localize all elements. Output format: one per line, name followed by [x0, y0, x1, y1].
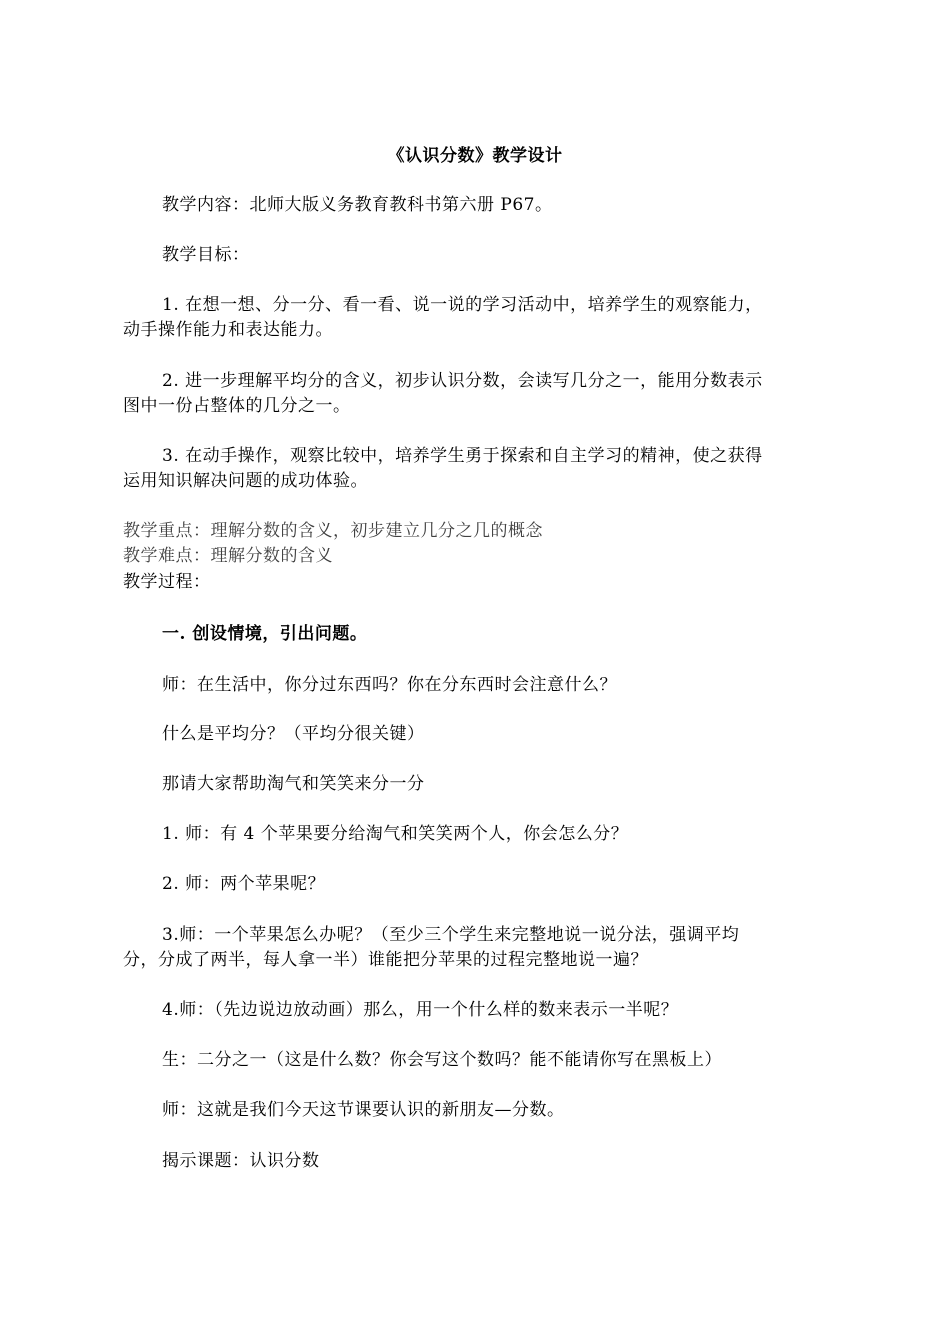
- paragraph-5: 2. 师：两个苹果呢？: [162, 874, 326, 894]
- objective-1-line-1: 1. 在想一想、分一分、看一看、说一说的学习活动中，培养学生的观察能力，: [162, 295, 763, 315]
- paragraph-10: 揭示课题：认识分数: [162, 1151, 320, 1171]
- objectives-heading: 教学目标：: [162, 245, 250, 265]
- paragraph-6-line-2: 分，分成了两半，每人拿一半）谁能把分苹果的过程完整地说一遍？: [123, 950, 648, 970]
- paragraph-7: 4.师：（先边说边放动画）那么，用一个什么样的数来表示一半呢？: [162, 1000, 679, 1020]
- paragraph-4: 1. 师：有 4 个苹果要分给淘气和笑笑两个人，你会怎么分？: [162, 824, 629, 844]
- paragraph-6-line-1: 3.师：一个苹果怎么办呢？（至少三个学生来完整地说一说分法，强调平均: [162, 925, 740, 945]
- objective-3-line-2: 运用知识解决问题的成功体验。: [123, 471, 368, 491]
- objective-3-line-1: 3. 在动手操作，观察比较中，培养学生勇于探索和自主学习的精神，使之获得: [162, 446, 763, 466]
- section-1-heading: 一. 创设情境，引出问题。: [162, 624, 368, 644]
- document-title: 《认识分数》教学设计: [387, 146, 563, 166]
- paragraph-8: 生：二分之一（这是什么数？你会写这个数吗？能不能请你写在黑板上）: [162, 1050, 722, 1070]
- difficulty: 教学难点：理解分数的含义: [123, 546, 333, 566]
- paragraph-3: 那请大家帮助淘气和笑笑来分一分: [162, 774, 425, 794]
- process-heading: 教学过程：: [123, 572, 211, 592]
- objective-2-line-1: 2. 进一步理解平均分的含义，初步认识分数，会读写几分之一，能用分数表示: [162, 371, 763, 391]
- paragraph-9: 师：这就是我们今天这节课要认识的新朋友—分数。: [162, 1100, 565, 1120]
- objective-2-line-2: 图中一份占整体的几分之一。: [123, 396, 351, 416]
- paragraph-2: 什么是平均分？（平均分很关键）: [162, 724, 425, 744]
- teaching-content: 教学内容：北师大版义务教育教科书第六册 P67。: [162, 195, 553, 215]
- objective-1-line-2: 动手操作能力和表达能力。: [123, 320, 333, 340]
- key-point: 教学重点：理解分数的含义，初步建立几分之几的概念: [123, 521, 543, 541]
- paragraph-1: 师：在生活中，你分过东西吗？你在分东西时会注意什么？: [162, 675, 617, 695]
